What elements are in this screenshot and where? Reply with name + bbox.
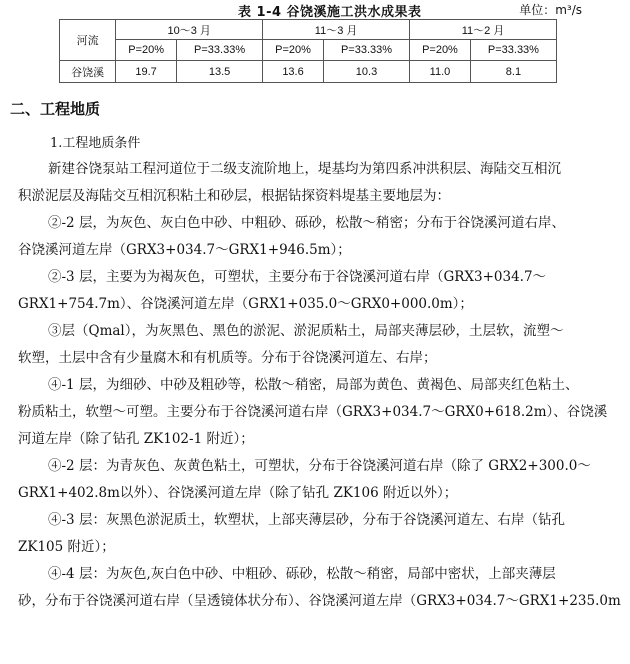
river-column-header: 河流 bbox=[60, 20, 116, 61]
layer-line: GRX1+754.7m）、谷饶溪河道左岸（GRX1+035.0～GRX0+000.0m）； bbox=[18, 296, 473, 312]
table-caption bbox=[0, 0, 630, 18]
flood-results-table bbox=[59, 19, 557, 83]
layer-line: 粉质粘土，软塑～可塑。主要分布于谷饶溪河道右岸（GRX3+034.7～GRX0+618.2m）、谷饶溪 bbox=[18, 404, 608, 420]
table-cell: 19.7 bbox=[116, 61, 177, 83]
table-row bbox=[60, 61, 557, 83]
body-text bbox=[18, 156, 621, 615]
period-header: 11～3 月 bbox=[263, 20, 410, 40]
section-subheading: 1.工程地质条件 bbox=[50, 136, 141, 151]
frequency-header: P=20% bbox=[116, 40, 177, 61]
layer-line: ④-2 层：为青灰色、灰黄色粘土，可塑状，分布于谷饶溪河道右岸（除了 GRX2+300.0～ bbox=[48, 458, 591, 474]
table-subheader-row bbox=[60, 40, 557, 61]
layer-line: 砂，分布于谷饶溪河道右岸（呈透镜体状分布）、谷饶溪河道左岸（GRX3+034.7～GRX1+235.0m bbox=[18, 593, 621, 609]
period-header: 10～3 月 bbox=[116, 20, 263, 40]
table-title: 表 1-4 谷饶溪施工洪水成果表 bbox=[238, 5, 422, 20]
intro-line: 新建谷饶泵站工程河道位于二级支流阶地上，堤基均为第四系冲洪积层、海陆交互相沉 bbox=[48, 161, 561, 177]
table-cell: 8.1 bbox=[470, 61, 556, 83]
period-header: 11～2 月 bbox=[410, 20, 557, 40]
layer-line: ④-3 层：灰黑色淤泥质土，软塑状，上部夹薄层砂，分布于谷饶溪河道左、右岸（钻孔 bbox=[48, 512, 565, 528]
layer-line: GRX1+402.8m以外）、谷饶溪河道左岸（除了钻孔 ZK106 附近以外）； bbox=[18, 485, 458, 501]
frequency-header: P=33.33% bbox=[177, 40, 263, 61]
table-cell: 10.3 bbox=[323, 61, 409, 83]
layer-line: ②-3 层，主要为为褐灰色，可塑状，主要分布于谷饶溪河道右岸（GRX3+034.7～ bbox=[48, 269, 547, 285]
layer-line: 谷饶溪河道左岸（GRX3+034.7～GRX1+946.5m）； bbox=[18, 242, 351, 258]
section-heading: 二、工程地质 bbox=[10, 100, 101, 118]
layer-line: ZK105 附近）； bbox=[18, 539, 115, 555]
table-cell: 13.6 bbox=[263, 61, 324, 83]
frequency-header: P=20% bbox=[263, 40, 324, 61]
layer-line: 软塑，土层中含有少量腐木和有机质等。分布于谷饶溪河道左、右岸； bbox=[18, 350, 437, 366]
layer-line: ④-1 层，为细砂、中砂及粗砂等，松散～稍密，局部为黄色、黄褐色、局部夹红色粘土、 bbox=[48, 377, 579, 393]
table-cell: 13.5 bbox=[177, 61, 263, 83]
layer-line: ②-2 层，为灰色、灰白色中砂、中粗砂、砾砂，松散～稍密；分布于谷饶溪河道右岸、 bbox=[48, 215, 565, 231]
table-unit: 单位：m³/s bbox=[519, 3, 582, 17]
table-cell: 11.0 bbox=[410, 61, 471, 83]
frequency-header: P=33.33% bbox=[470, 40, 556, 61]
frequency-header: P=20% bbox=[410, 40, 471, 61]
layer-line: ③层（Qmal），为灰黑色、黑色的淤泥、淤泥质粘土，局部夹薄层砂，土层软，流塑～ bbox=[48, 323, 564, 339]
layer-line: ④-4 层：为灰色,灰白色中砂、中粗砂、砾砂，松散～稍密，局部中密状，上部夹薄层 bbox=[48, 566, 556, 582]
intro-line: 积淤泥层及海陆交互相沉积粘土和砂层，根据钻探资料堤基主要地层为： bbox=[18, 188, 450, 204]
layer-line: 河道左岸（除了钻孔 ZK102-1 附近）； bbox=[18, 431, 254, 447]
frequency-header: P=33.33% bbox=[323, 40, 409, 61]
river-name-cell: 谷饶溪 bbox=[60, 61, 116, 83]
table-header-row bbox=[60, 20, 557, 40]
